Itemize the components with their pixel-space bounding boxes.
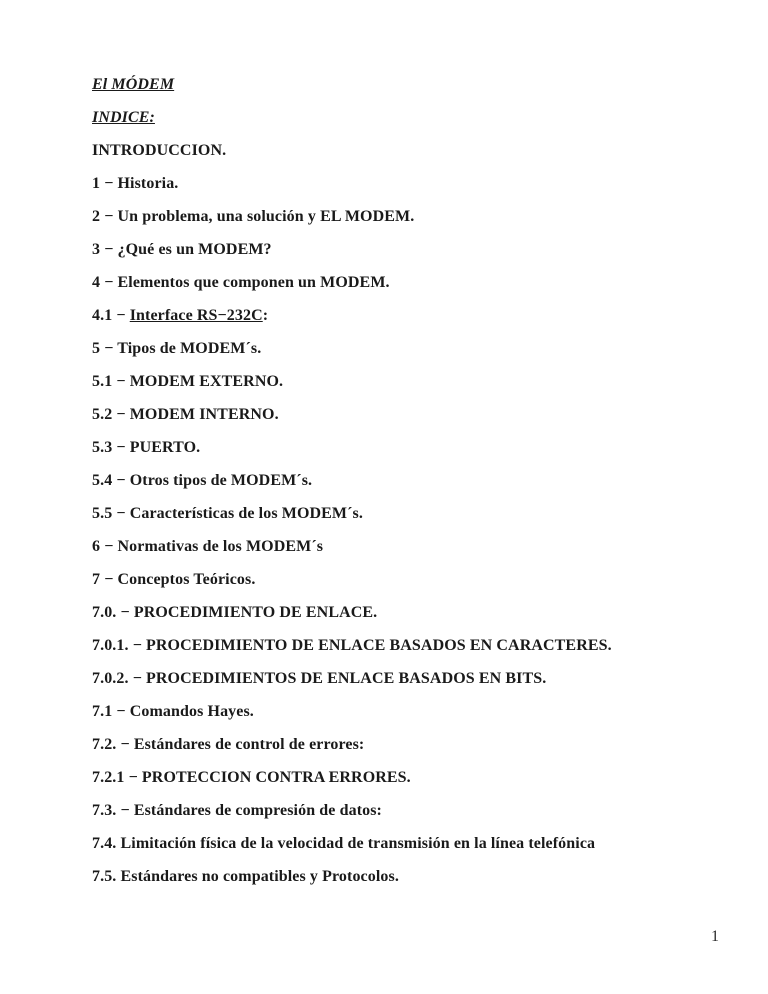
toc-item bbox=[92, 332, 738, 365]
toc-item-text: 5.5 − Características de los MODEM´s. bbox=[92, 505, 363, 522]
toc-item-text: 7.0.1. − PROCEDIMIENTO DE ENLACE BASADOS EN CARACTERES. bbox=[92, 637, 612, 654]
toc-item bbox=[92, 365, 738, 398]
toc-item-text: 7.2.1 − PROTECCION CONTRA ERRORES. bbox=[92, 769, 411, 786]
toc-item bbox=[92, 266, 738, 299]
toc-item-text: INTRODUCCION. bbox=[92, 142, 227, 159]
toc-item-text: 4.1 − bbox=[92, 307, 130, 324]
toc-item-text: 7.0.2. − PROCEDIMIENTOS DE ENLACE BASADOS EN BITS. bbox=[92, 670, 547, 687]
toc-item bbox=[92, 860, 738, 893]
toc-item bbox=[92, 398, 738, 431]
page-number: 1 bbox=[711, 928, 719, 945]
toc-item bbox=[92, 827, 738, 860]
toc-item-text: 7.5. Estándares no compatibles y Protocolos. bbox=[92, 868, 399, 885]
toc-item bbox=[92, 134, 738, 167]
toc-item bbox=[92, 695, 738, 728]
toc-item bbox=[92, 563, 738, 596]
toc-item-text: 5.4 − Otros tipos de MODEM´s. bbox=[92, 472, 313, 489]
toc-item bbox=[92, 662, 738, 695]
toc-item bbox=[92, 497, 738, 530]
toc-item-underlined-text: Interface RS−232C bbox=[129, 307, 263, 324]
toc-item-text: 7.1 − Comandos Hayes. bbox=[92, 703, 254, 720]
toc-item-list bbox=[92, 134, 738, 893]
toc-item bbox=[92, 761, 738, 794]
toc-item-text: 5 − Tipos de MODEM´s. bbox=[92, 340, 262, 357]
toc-item-text: 7.3. − Estándares de compresión de datos: bbox=[92, 802, 382, 819]
toc-item bbox=[92, 299, 738, 332]
toc-item-text: 5.1 − MODEM EXTERNO. bbox=[92, 373, 284, 390]
toc-item bbox=[92, 530, 738, 563]
toc-item bbox=[92, 233, 738, 266]
toc-item-text: 4 − Elementos que componen un MODEM. bbox=[92, 274, 390, 291]
toc-item bbox=[92, 464, 738, 497]
toc-content bbox=[92, 68, 738, 893]
toc-item-text: 7.0. − PROCEDIMIENTO DE ENLACE. bbox=[92, 604, 378, 621]
toc-item-text: 5.3 − PUERTO. bbox=[92, 439, 201, 456]
toc-item bbox=[92, 629, 738, 662]
toc-item bbox=[92, 794, 738, 827]
toc-item-text: 6 − Normativas de los MODEM´s bbox=[92, 538, 324, 555]
toc-item bbox=[92, 431, 738, 464]
toc-item-text: 7.2. − Estándares de control de errores: bbox=[92, 736, 365, 753]
index-heading: INDICE: bbox=[92, 109, 155, 126]
toc-item-text: 3 − ¿Qué es un MODEM? bbox=[92, 241, 272, 258]
toc-item bbox=[92, 167, 738, 200]
toc-item-text: 7.4. Limitación física de la velocidad de transmisión en la línea telefónica bbox=[92, 835, 596, 852]
toc-item bbox=[92, 728, 738, 761]
toc-item bbox=[92, 200, 738, 233]
toc-item-text: 2 − Un problema, una solución y EL MODEM. bbox=[92, 208, 415, 225]
document-title: El MÓDEM bbox=[92, 76, 175, 93]
toc-item-text: 7 − Conceptos Teóricos. bbox=[92, 571, 256, 588]
toc-item bbox=[92, 596, 738, 629]
toc-item-text: : bbox=[262, 307, 269, 324]
toc-item-text: 5.2 − MODEM INTERNO. bbox=[92, 406, 279, 423]
toc-item-text: 1 − Historia. bbox=[92, 175, 179, 192]
